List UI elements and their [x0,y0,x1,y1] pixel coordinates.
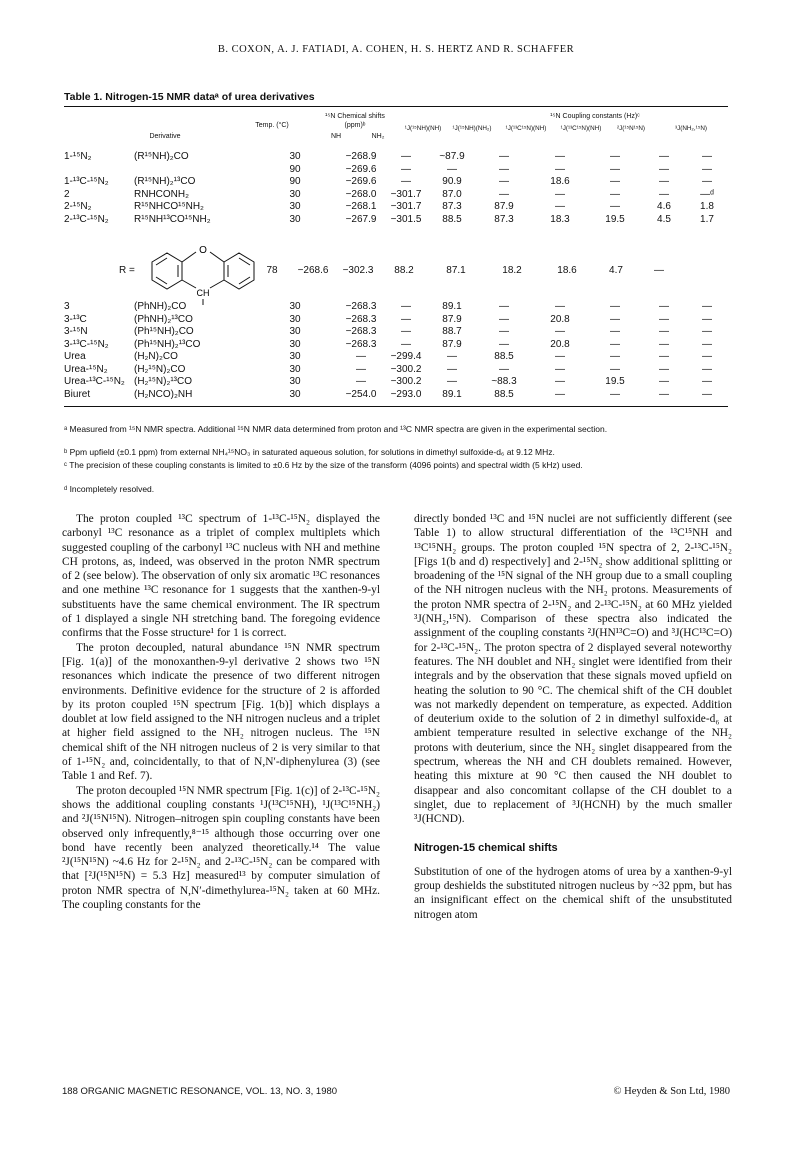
left-text-column [62,512,380,912]
header-temp: Temp. (°C) [255,122,289,129]
xanthenyl-j5: 4.7 [609,265,623,276]
table-row: 3-¹⁵N (Ph¹⁵NH)₂CO 30 −268.3 — 88.7 — — — — — [64,326,712,337]
table-top-rule [64,106,728,107]
table-row: Urea-¹³C-¹⁵N₂ (H₂¹⁵N)₂¹³CO 30 — −300.2 — ~88.3 — 19.5 — — [64,376,712,387]
table-row: Urea-¹⁵N₂ (H₂¹⁵N)₂CO 30 — −300.2 — — — — — — [64,363,712,375]
ring-ch-label: CH [196,288,210,298]
footer-copyright: © Heyden & Son Ltd, 1980 [613,1086,730,1097]
xanthenyl-j2: 87.1 [446,265,466,276]
table-row: Biuret (H₂NCO)₂NH 30 −254.0 −293.0 89.1 88.5 — — — — [64,388,712,400]
header-j5: ²J(¹⁵N¹⁵N) [617,125,645,132]
header-j4: ¹J(¹³C¹⁵N)(NH) [560,125,602,132]
header-chemical-shifts: ¹⁵N Chemical shifts (ppm)ᵇ [325,113,385,129]
r-label: R = [119,265,135,276]
table-footnote-a: ᵃ Measured from ¹⁵N NMR spectra. Additional ¹⁵N NMR data determined from proton and ¹³C NMR spectra are given in the experimental section. [64,424,608,434]
table-lower [64,301,728,401]
body-paragraph: The proton coupled ¹³C spectrum of 1-¹³C-¹⁵N₂ displayed the carbonyl ¹³C resonance as a triplet of complex multiplets which suggested coupling of the carbonyl ¹³C nucleus with NH and methine CH protons, as, indeed, was observed in the proton NMR spectrum of 2 (see below). The observation of only six aromatic ¹³C resonances and one methine ¹³C resonance for 1 suggests that the xanthen-9-yl substituents have the same chemical environment. The IR spectrum of 1 displayed a single NH stretching band. The foregoing evidence confirms that the Fosse structure¹ for 1 is correct. [62,513,380,640]
table-row: 2 RNHCONH₂ 30 −268.0 −301.7 87.0 — — — — —ᵈ [64,188,714,200]
section-heading: Nitrogen-15 chemical shifts [414,841,558,854]
table-row: Urea (H₂N)₂CO 30 — −299.4 — 88.5 — — — — [64,351,712,362]
header-coupling: ¹⁵N Coupling constants (Hz)ᶜ [550,113,640,120]
table-row: 3 (PhNH)₂CO 30 −268.3 — 89.1 — — — — — [64,301,712,312]
body-paragraph: The proton decoupled ¹⁵N NMR spectrum [Fig. 1(c)] of 2-¹³C-¹⁵N₂ shows the additional coupling constants ¹J(¹³C¹⁵NH), ¹J(¹³C¹⁵NH₂) and ²J(¹⁵N¹⁵N). Nitrogen–nitrogen spin coupling constants have been observed only infrequently,⁸⁻¹⁵ although those occurring over one bond have recently been analyzed theoretically.¹⁴ The value ²J(¹⁵N¹⁵N) ~4.6 Hz for 2-¹⁵N₂ and 2-¹³C-¹⁵N₂ can be compared with that [²J(¹⁵N¹⁵N) = 5.3 Hz] measured¹³ by computer simulation of proton NMR spectra of N,N′-dimethylurea-¹⁵N₂ taken at 60 MHz. The coupling constants for the [62,784,380,912]
table-row: 90 −269.6 — — — — — — — [289,163,712,175]
table-row: 3-¹³C-¹⁵N₂ (Ph¹⁵NH)₂¹³CO 30 −268.3 — 87.9 — 20.8 — — — [64,338,712,350]
header-j2: ¹J(¹⁵NH)(NH₂) [452,125,492,132]
table-bottom-rule [64,406,728,407]
header-derivative: Derivative [149,133,181,140]
body-paragraph: Substitution of one of the hydrogen atoms of urea by a xanthen-9-yl group deshields the substituted nitrogen nucleus by ~32 ppm, but has an insignificant effect on the chemical shift of the unsubstituted nitrogen atom [414,865,732,921]
xanthenyl-j3: 18.2 [502,265,522,276]
running-header: B. COXON, A. J. FATIADI, A. COHEN, H. S. HERTZ AND R. SCHAFFER [217,44,575,55]
table-caption: Table 1. Nitrogen-15 NMR dataᵃ of urea derivatives [64,91,315,103]
table-row: 2-¹⁵N₂ R¹⁵NHCO¹⁵NH₂ 30 −268.1 −301.7 87.3 87.9 — — 4.6 1.8 [64,201,714,212]
table-row: 1-¹⁵N₂ (R¹⁵NH)₂CO 30 −268.9 — ~87.9 — — — — — [64,151,712,162]
xanthenyl-nh2-shift: −302.3 [342,265,374,276]
right-text-column [414,512,732,922]
header-nh: NH [330,133,342,140]
xanthenyl-j1: 88.2 [394,265,414,276]
ring-oxygen-label: O [199,245,207,256]
header-j6: ³J(NH₂,¹⁵N) [675,125,707,132]
body-paragraph: The proton decoupled, natural abundance ¹⁵N NMR spectrum [Fig. 1(a)] of the monoxanthen-9-yl derivative 2 shows two ¹⁵N resonances which indicate the presence of two different nitrogen environments. Definitive evidence for the structure of 2 is afforded by its proton coupled ¹⁵N spectrum [Fig. 1(b)] which displays a doublet at low field assigned to the NH nitrogen nucleus and a triplet at higher field assigned to the NH₂ nitrogen nucleus. The ¹⁵N chemical shift of the NH nitrogen nucleus of 2 is very similar to that of 1-¹⁵N₂ and, coincidentally, to that of N,N′-diphenylurea (3) (see Table 1 and Ref. 7). [62,641,380,783]
table-row: 2-¹³C-¹⁵N₂ R¹⁵NH¹³CO¹⁵NH₂ 30 −267.9 −301.5 88.5 87.3 18.3 19.5 4.5 1.7 [64,213,714,225]
xanthenyl-row [64,243,728,305]
header-j3: ¹J(¹³C¹⁵N)(NH) [505,125,547,132]
table-footnote-b: ᵇ Ppm upfield (±0.1 ppm) from external NH₄¹⁵NO₃ in saturated aqueous solution, for solutions in dimethyl sulfoxide-d₆ at 9.12 MHz. [64,447,555,457]
xanthenyl-j4: 18.6 [557,265,577,276]
table-row: 1-¹³C-¹⁵N₂ (R¹⁵NH)₂¹³CO 90 −269.6 — 90.9 — 18.6 — — — [64,176,712,187]
header-j1: ¹J(¹⁵NH)(NH) [404,125,442,132]
table-row: 3-¹³C (PhNH)₂¹³CO 30 −268.3 — 87.9 — 20.8 — — — [64,313,712,325]
xanthenyl-j6: — [654,265,664,276]
xanthenyl-temp: 78 [266,265,278,276]
table-footnote-d: ᵈ Incompletely resolved. [64,484,155,494]
footer-journal-info: 188 ORGANIC MAGNETIC RESONANCE, VOL. 13, NO. 3, 1980 [62,1086,338,1097]
xanthenyl-nh-shift: −268.6 [297,265,329,276]
table-footnote-c: ᶜ The precision of these coupling constants is limited to ±0.6 Hz by the size of the transform (4096 points) and spectral width (5 kHz) used. [64,460,583,470]
body-paragraph: directly bonded ¹³C and ¹⁵N nuclei are not sufficiently different (see Table 1) to allow structural differentiation of the ¹³C¹⁵NH and ¹³C¹⁵NH₂ groups. The proton coupled ¹⁵N spectra of 2, 2-¹³C-¹⁵N₂ [Figs 1(b and d) respectively] and 2-¹⁵N₂ show additional splitting or broadening of the ¹⁵N signal of the NH group due to a small coupling of the NH nitrogen nucleus with the NH₂ protons. Measurements of the proton NMR spectra of 2-¹⁵N₂ and 2-¹³C-¹⁵N₂ at 60 MHz yielded ³J(NH₂,¹⁵N). Comparison of these spectra also indicated the assignment of the coupling constants ²J(HN¹³C=O) and ³J(HC¹³C=O) for 2-¹³C-¹⁵N₂. The proton spectra of 2 displayed several noteworthy features. The NH doublet and NH₂ singlet were identified from their integrals and by the observation that these signals moved upfield on heating the solution to 90 °C. The chemical shift of the CH doublet was not markedly dependent on temperature, as expected. Addition of deuterium oxide to the solution of 2 in dimethyl sulfoxide-d₆ at ambient temperature resulted in selective exchange of the NH₂ protons with deuterium, since the NH₂ singlet disappeared from the spectrum, whereas the NH and CH doublets remained. However, heating this mixture at 90 °C then caused the NH doublet to disappear and also concomitant collapse of the CH doublet to a singlet, due to replacement of ³J(HCNH) by the much smaller ³J(HCND). [414,513,732,826]
table-upper [64,151,728,226]
header-nh2: NH₂ [371,133,385,140]
